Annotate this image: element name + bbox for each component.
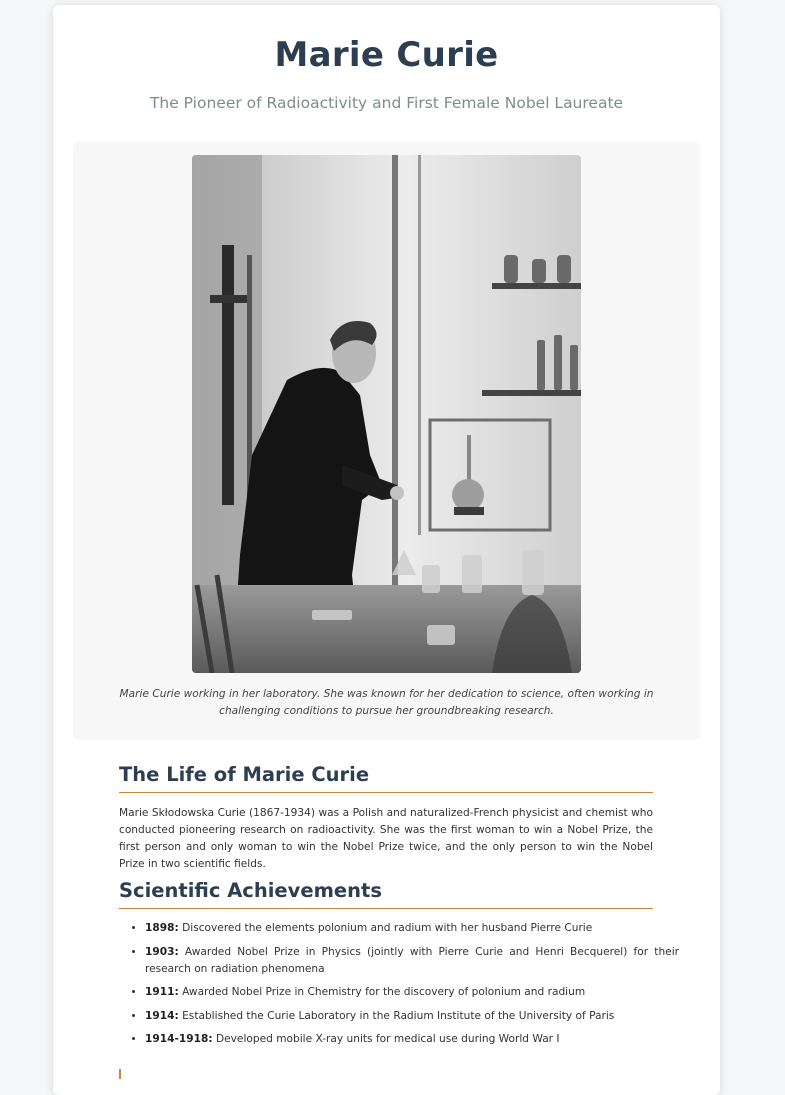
achievement-year: 1903: [145,945,179,958]
achievement-text: Awarded Nobel Prize in Chemistry for the discovery of polonium and radium [178,986,586,998]
list-item [145,920,679,937]
achievements-heading: Scientific Achievements [119,879,653,909]
achievement-year: 1914: [145,1009,179,1022]
life-paragraph: Marie Skłodowska Curie (1867-1934) was a Polish and naturalized-French physicist and chemist who conducted pioneering research on radioactivity. She was the first woman to win a Nobel Prize, the first person and only woman to win the Nobel Prize twice, and the only person to win the Nobel Prize in two scientific fields. [119,807,653,870]
list-item [145,944,679,978]
photo-caption: Marie Curie working in her laboratory. She was known for her dedication to science, often working in challenging conditions to pursue her groundbreaking research. [119,688,654,717]
achievement-text: Awarded Nobel Prize in Physics (jointly with Pierre Curie and Henri Becquerel) for their research on radiation phenomena [145,945,679,975]
lab-photo-illustration [192,155,581,673]
achievement-year: 1914-1918: [145,1033,213,1045]
achievement-year: 1911: [145,986,179,998]
life-heading: The Life of Marie Curie [119,763,653,793]
list-item [145,984,679,1001]
page-title: Marie Curie [274,35,499,75]
achievement-text: Established the Curie Laboratory in the Radium Institute of the University of Paris [178,1009,615,1022]
lab-photo [192,155,581,673]
achievement-year: 1898: [145,922,179,934]
article-card [53,5,720,1095]
achievement-text: Developed mobile X-ray units for medical use during World War I [212,1033,560,1045]
list-item [145,1031,679,1048]
achievements-list [119,920,679,1055]
page-subtitle: The Pioneer of Radioactivity and First Female Nobel Laureate [149,94,624,112]
achievement-text: Discovered the elements polonium and radium with her husband Pierre Curie [178,922,593,934]
figure-container [73,142,700,740]
list-item [145,1008,679,1025]
